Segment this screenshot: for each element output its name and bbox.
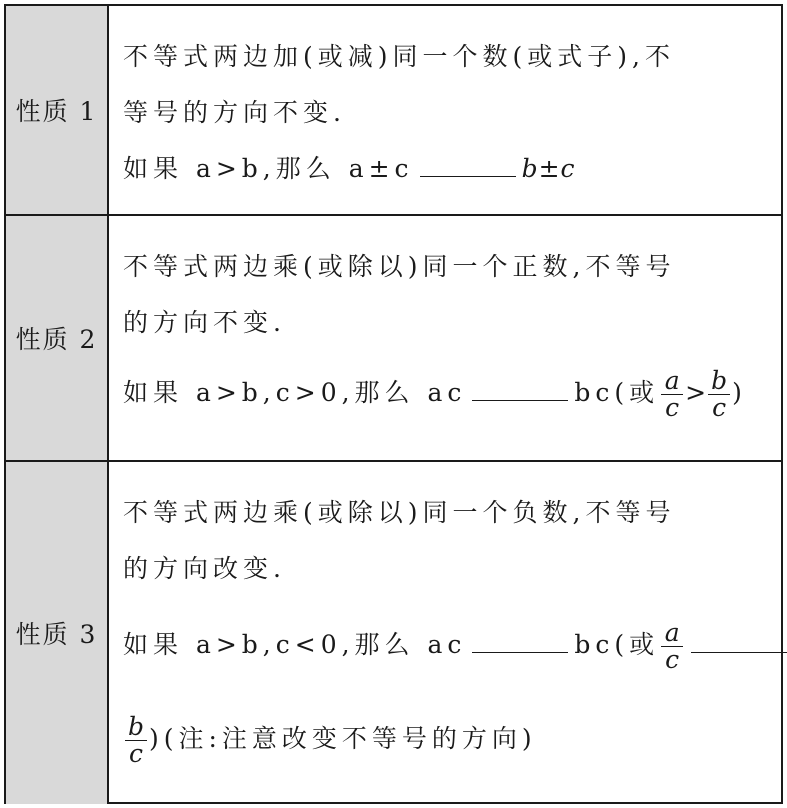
fraction-denominator: c — [665, 393, 680, 422]
fraction-numerator: b — [127, 712, 144, 741]
description-line: 等号的方向不变. — [123, 98, 346, 127]
property-label: 性质 3 — [6, 462, 109, 804]
description-line: 不等式两边乘(或除以)同一个负数,不等号 — [123, 498, 676, 527]
fraction-denominator: c — [128, 739, 143, 768]
expression-text: bc(或 — [574, 378, 660, 407]
condition-line — [123, 154, 771, 184]
fraction — [125, 714, 147, 767]
fraction — [661, 620, 683, 673]
expression-text: bc(或 — [574, 630, 660, 659]
property-label: 性质 2 — [6, 216, 109, 460]
fill-blank[interactable] — [420, 175, 516, 177]
condition-text: 如果 a>b,那么 a±c — [123, 154, 414, 183]
fraction-numerator: a — [664, 366, 680, 395]
description-line: 不等式两边加(或减)同一个数(或式子),不 — [123, 42, 675, 71]
fraction — [708, 368, 730, 421]
fraction-denominator: c — [712, 393, 727, 422]
property-content — [109, 462, 781, 804]
fill-blank[interactable] — [472, 651, 568, 653]
condition-line — [123, 368, 771, 421]
condition-text: 如果 a>b,c>0,那么 ac — [123, 378, 467, 407]
description-line: 的方向不变. — [123, 308, 286, 337]
property-row-2 — [6, 214, 781, 460]
description-line: 不等式两边乘(或除以)同一个正数,不等号 — [123, 252, 676, 281]
note-text: )(注:注意改变不等号的方向) — [149, 724, 537, 753]
fill-blank[interactable] — [472, 399, 568, 401]
description-line: 的方向改变. — [123, 554, 286, 583]
fraction — [661, 368, 683, 421]
property-row-3 — [6, 460, 781, 804]
property-content — [109, 6, 781, 214]
fraction-numerator: a — [664, 618, 680, 647]
property-row-1 — [6, 6, 781, 214]
operator: > — [685, 378, 707, 407]
expression-text: b±c — [521, 154, 576, 183]
note-line — [123, 714, 771, 767]
fraction-numerator: b — [711, 366, 728, 395]
fraction-denominator: c — [665, 645, 680, 674]
condition-text: 如果 a>b,c<0,那么 ac — [123, 630, 467, 659]
properties-table — [4, 4, 783, 804]
condition-line — [123, 620, 771, 673]
property-label: 性质 1 — [6, 6, 109, 214]
fill-blank[interactable] — [691, 651, 787, 653]
property-content — [109, 216, 781, 460]
close-paren: ) — [732, 378, 747, 407]
